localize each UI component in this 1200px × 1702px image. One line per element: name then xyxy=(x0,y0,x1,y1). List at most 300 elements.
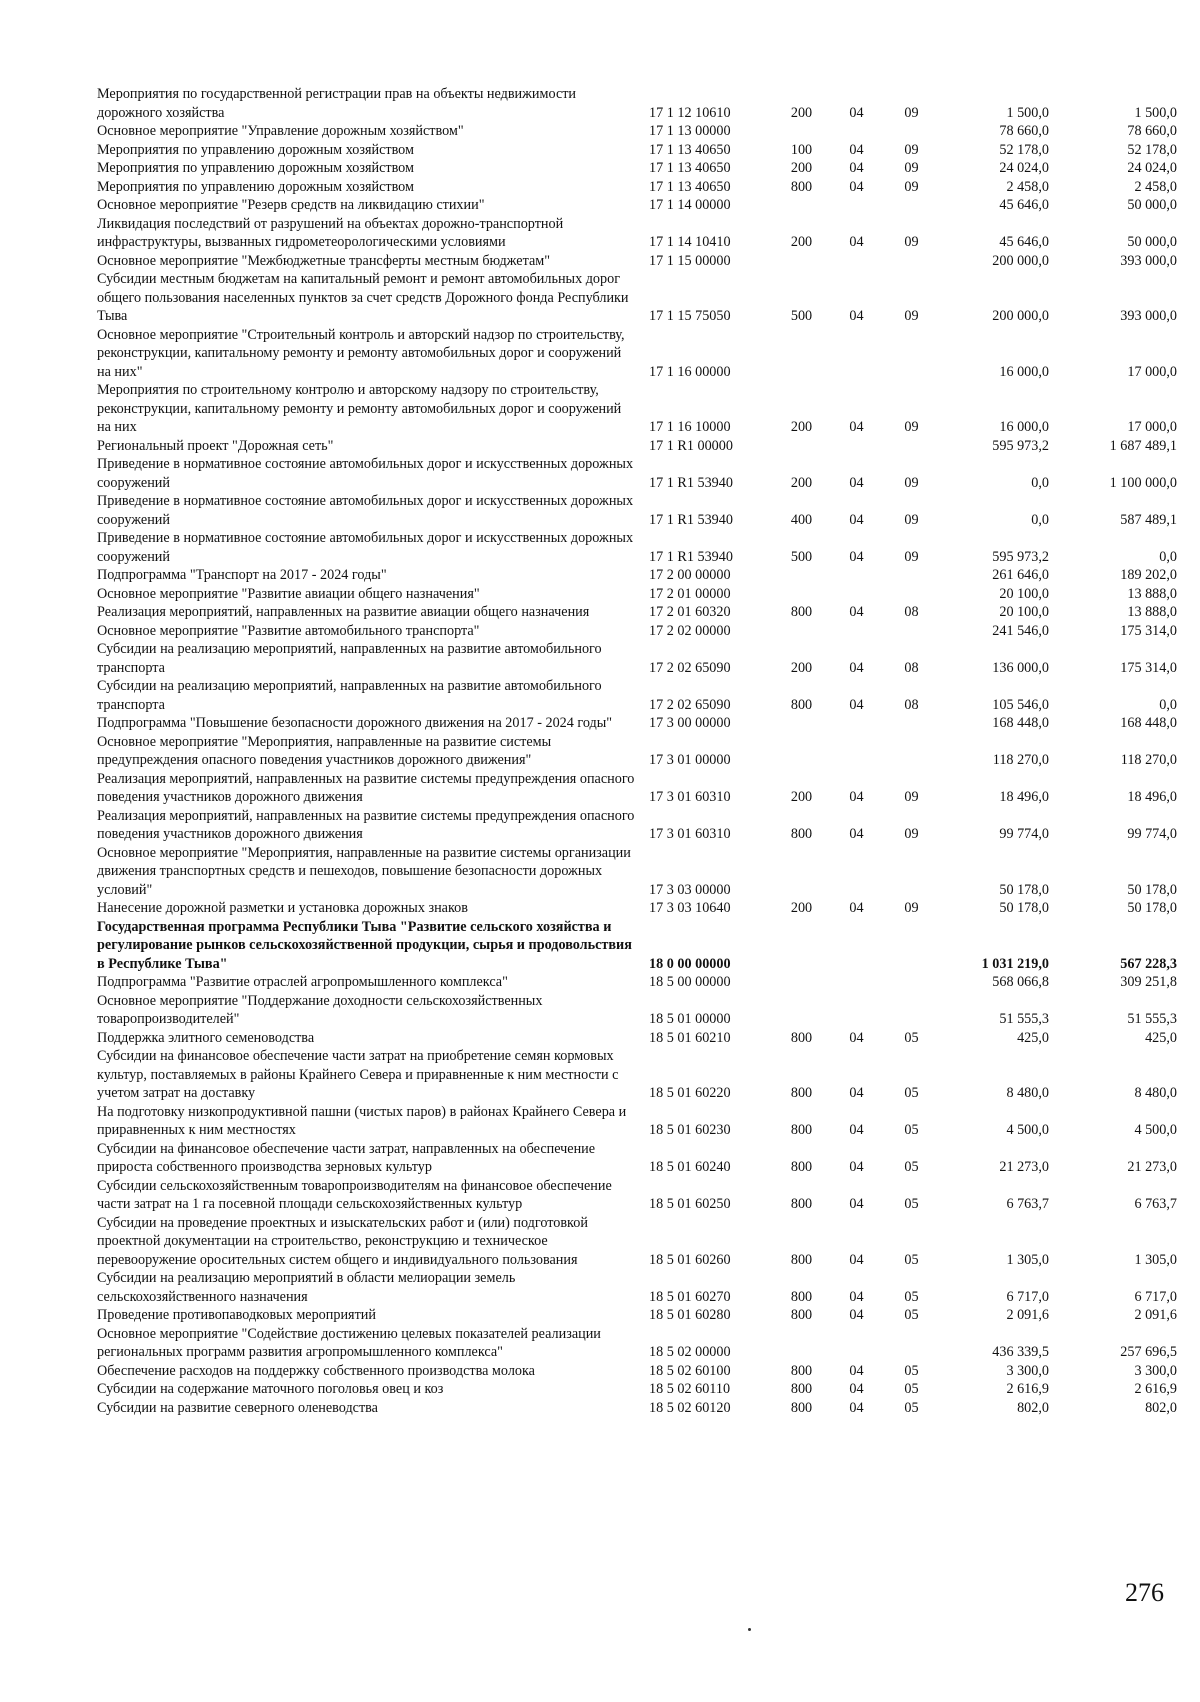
cell-s1: 436 339,5 xyxy=(992,1344,1049,1360)
cell-vr: 800 xyxy=(790,1399,813,1416)
cell-vr: 800 xyxy=(790,178,813,195)
cell-csr: 17 2 00 00000 xyxy=(649,567,731,583)
cell-vr xyxy=(774,622,829,641)
table-row xyxy=(97,1140,1177,1177)
cell-s1: 20 100,0 xyxy=(999,585,1049,602)
cell-rz xyxy=(829,122,884,141)
cell-pr xyxy=(884,252,939,271)
cell-s1: 118 270,0 xyxy=(992,752,1049,768)
cell-vr: 200 xyxy=(790,234,813,250)
cell-s1: 6 717,0 xyxy=(1006,1288,1049,1305)
cell-s2: 175 314,0 xyxy=(1120,659,1177,676)
page-number: 276 xyxy=(1125,1578,1164,1607)
cell-vr xyxy=(774,326,829,382)
cell-pr: 08 xyxy=(904,604,919,620)
cell-s2: 17 000,0 xyxy=(1127,363,1177,380)
cell-name: Субсидии на финансовое обеспечение части затрат, направленных на обеспечение прироста собственного производства зерновых культур xyxy=(97,1140,596,1175)
cell-pr: 09 xyxy=(904,178,919,195)
cell-name: Мероприятия по управлению дорожным хозяйством xyxy=(97,160,414,176)
cell-name: Основное мероприятие "Мероприятия, направленные на развитие системы организации движения транспортных средств и пешеходов, повышение безопасности дорожных условий" xyxy=(97,844,631,898)
cell-name: Основное мероприятие "Межбюджетные трансферты местным бюджетам" xyxy=(97,252,551,269)
cell-vr: 800 xyxy=(790,1029,813,1046)
cell-s2: 2 616,9 xyxy=(1134,1381,1177,1397)
cell-vr xyxy=(774,1325,829,1362)
cell-s1: 16 000,0 xyxy=(999,363,1049,380)
cell-s1: 568 066,8 xyxy=(992,974,1049,990)
cell-name: Основное мероприятие "Управление дорожным хозяйством" xyxy=(97,123,464,139)
cell-csr: 17 2 01 00000 xyxy=(649,585,731,602)
cell-s2: 51 555,3 xyxy=(1127,1011,1177,1027)
cell-name: Субсидии на реализацию мероприятий, направленных на развитие автомобильного транспорта xyxy=(97,678,602,713)
cell-s1: 261 646,0 xyxy=(992,567,1049,583)
cell-vr: 200 xyxy=(790,474,813,491)
table-row xyxy=(97,1362,1177,1381)
cell-s1: 425,0 xyxy=(1017,1029,1049,1046)
cell-name: Ликвидация последствий от разрушений на объектах дорожно-транспортной инфраструктуры, вызванных гидрометеорологическими условиями xyxy=(97,215,564,250)
cell-s1: 1 500,0 xyxy=(1006,104,1049,121)
cell-name: Субсидии на реализацию мероприятий в области мелиорации земель сельскохозяйственного назначения xyxy=(97,1270,516,1305)
cell-s2: 189 202,0 xyxy=(1120,567,1177,583)
cell-vr xyxy=(774,196,829,215)
cell-s1: 16 000,0 xyxy=(999,419,1049,435)
table-row xyxy=(97,566,1177,585)
cell-csr: 18 5 02 00000 xyxy=(649,1344,731,1360)
cell-s1: 6 763,7 xyxy=(1006,1196,1049,1212)
cell-rz xyxy=(829,733,884,770)
cell-pr xyxy=(884,973,939,992)
cell-s1: 0,0 xyxy=(1031,511,1049,528)
cell-rz xyxy=(829,252,884,271)
cell-pr: 09 xyxy=(904,511,919,528)
cell-vr: 200 xyxy=(790,659,813,676)
cell-vr xyxy=(774,733,829,770)
cell-name: Региональный проект "Дорожная сеть" xyxy=(97,437,334,454)
cell-csr: 17 3 01 60310 xyxy=(649,826,731,842)
cell-name: Приведение в нормативное состояние автомобильных дорог и искусственных дорожных сооружений xyxy=(97,493,634,528)
cell-s2: 78 660,0 xyxy=(1127,123,1177,139)
cell-vr: 400 xyxy=(790,511,813,528)
table-row xyxy=(97,1380,1177,1399)
cell-pr xyxy=(884,733,939,770)
cell-rz xyxy=(829,844,884,900)
cell-vr: 800 xyxy=(790,1307,813,1323)
cell-name: Субсидии на содержание маточного поголовья овец и коз xyxy=(97,1381,444,1397)
cell-vr xyxy=(774,566,829,585)
cell-rz: 04 xyxy=(849,511,864,528)
cell-csr: 18 5 00 00000 xyxy=(649,974,731,990)
cell-pr xyxy=(884,585,939,604)
cell-csr: 17 3 01 00000 xyxy=(649,752,731,768)
cell-s1: 1 305,0 xyxy=(1006,1251,1049,1268)
table-row xyxy=(97,492,1177,529)
cell-pr xyxy=(884,122,939,141)
cell-csr: 17 3 03 10640 xyxy=(649,900,731,916)
scan-artifact-dot xyxy=(748,1628,751,1631)
table-row xyxy=(97,1103,1177,1140)
cell-name: Субсидии сельскохозяйственным товаропроизводителям на финансовое обеспечение части затрат на 1 га посевной площади сельскохозяйственных культур xyxy=(97,1177,612,1212)
cell-rz: 04 xyxy=(849,789,864,805)
cell-pr: 09 xyxy=(904,141,919,158)
cell-s2: 99 774,0 xyxy=(1127,826,1177,842)
cell-pr xyxy=(884,714,939,733)
cell-name: Субсидии на финансовое обеспечение части затрат на приобретение семян кормовых культур, поставляемых в районы Крайнего Севера и приравненные к ним местности с учетом затрат на доставку xyxy=(97,1048,619,1101)
cell-s2: 393 000,0 xyxy=(1120,252,1177,269)
cell-rz: 04 xyxy=(849,178,864,195)
table-row xyxy=(97,714,1177,733)
cell-vr xyxy=(774,585,829,604)
cell-name: Подпрограмма "Развитие отраслей агропромышленного комплекса" xyxy=(97,974,508,990)
cell-pr xyxy=(884,844,939,900)
cell-name: Приведение в нормативное состояние автомобильных дорог и искусственных дорожных сооружений xyxy=(97,530,634,565)
cell-rz: 04 xyxy=(849,696,864,713)
cell-s2: 309 251,8 xyxy=(1120,974,1177,990)
cell-s2: 2 458,0 xyxy=(1134,178,1177,195)
cell-rz: 04 xyxy=(849,1085,864,1101)
table-row xyxy=(97,141,1177,160)
cell-pr xyxy=(884,622,939,641)
cell-s2: 13 888,0 xyxy=(1127,604,1177,620)
table-row xyxy=(97,196,1177,215)
cell-vr xyxy=(774,918,829,974)
table-row xyxy=(97,437,1177,456)
cell-s2: 1 100 000,0 xyxy=(1109,474,1177,491)
cell-rz: 04 xyxy=(849,474,864,491)
cell-name: Мероприятия по управлению дорожным хозяйством xyxy=(97,178,414,195)
cell-s2: 13 888,0 xyxy=(1127,585,1177,602)
cell-csr: 18 5 01 60270 xyxy=(649,1288,731,1305)
cell-rz xyxy=(829,918,884,974)
cell-rz xyxy=(829,585,884,604)
cell-pr xyxy=(884,437,939,456)
cell-vr: 800 xyxy=(790,826,813,842)
cell-s1: 200 000,0 xyxy=(992,252,1049,269)
cell-pr: 09 xyxy=(904,160,919,176)
cell-csr: 17 2 01 60320 xyxy=(649,604,731,620)
cell-rz: 04 xyxy=(849,419,864,435)
cell-pr: 08 xyxy=(904,659,919,676)
cell-csr: 17 1 16 10000 xyxy=(649,419,731,435)
cell-rz xyxy=(829,196,884,215)
cell-name: Субсидии местным бюджетам на капитальный ремонт и ремонт автомобильных дорог общего пользования населенных пунктов за счет средств Дорожного фонда Республики Тыва xyxy=(97,271,629,324)
cell-name: Субсидии на проведение проектных и изыскательских работ и (или) подготовкой проектной документации на строительство, реконструкцию и техническое перевооружение оросительных систем общего и индивидуального пользования xyxy=(97,1214,588,1268)
cell-csr: 17 1 R1 00000 xyxy=(649,437,733,454)
cell-vr xyxy=(774,714,829,733)
cell-pr: 05 xyxy=(904,1399,919,1416)
cell-name: Основное мероприятие "Развитие автомобильного транспорта" xyxy=(97,622,480,639)
cell-csr: 18 5 01 60260 xyxy=(649,1251,731,1268)
cell-rz xyxy=(829,714,884,733)
table-row xyxy=(97,270,1177,326)
table-row xyxy=(97,603,1177,622)
cell-name: Поддержка элитного семеноводства xyxy=(97,1029,315,1046)
cell-rz: 04 xyxy=(849,1399,864,1416)
cell-name: Основное мероприятие "Резерв средств на ликвидацию стихии" xyxy=(97,197,485,213)
cell-csr: 18 5 01 00000 xyxy=(649,1011,731,1027)
cell-s1: 2 458,0 xyxy=(1006,178,1049,195)
cell-s2: 1 305,0 xyxy=(1134,1251,1177,1268)
cell-rz: 04 xyxy=(849,1381,864,1397)
cell-s1: 200 000,0 xyxy=(992,308,1049,324)
cell-vr xyxy=(774,252,829,271)
cell-s2: 17 000,0 xyxy=(1127,419,1177,435)
table-row xyxy=(97,844,1177,900)
cell-vr: 800 xyxy=(790,1362,813,1379)
cell-csr: 18 5 01 60280 xyxy=(649,1307,731,1323)
cell-csr: 18 5 01 60250 xyxy=(649,1196,731,1212)
cell-name: Государственная программа Республики Тыва "Развитие сельского хозяйства и регулирование рынков сельскохозяйственной продукции, сырья и продовольствия в Республике Тыва" xyxy=(97,918,632,972)
cell-csr: 18 5 01 60230 xyxy=(649,1122,731,1138)
cell-s2: 1 687 489,1 xyxy=(1109,437,1177,454)
cell-s2: 6 763,7 xyxy=(1134,1196,1177,1212)
cell-csr: 17 1 13 40650 xyxy=(649,160,731,176)
cell-csr: 18 5 01 60240 xyxy=(649,1159,731,1175)
table-row xyxy=(97,1399,1177,1418)
cell-name: Мероприятия по управлению дорожным хозяйством xyxy=(97,141,414,158)
cell-s2: 425,0 xyxy=(1145,1029,1177,1046)
cell-rz xyxy=(829,973,884,992)
cell-s1: 595 973,2 xyxy=(992,437,1049,454)
cell-vr: 500 xyxy=(790,548,813,565)
cell-s1: 168 448,0 xyxy=(992,715,1049,731)
cell-s2: 257 696,5 xyxy=(1120,1344,1177,1360)
table-row xyxy=(97,252,1177,271)
cell-pr: 05 xyxy=(904,1085,919,1101)
cell-pr: 05 xyxy=(904,1362,919,1379)
cell-vr: 800 xyxy=(790,1288,813,1305)
cell-csr: 17 3 03 00000 xyxy=(649,881,731,898)
cell-s1: 105 546,0 xyxy=(992,696,1049,713)
table-row xyxy=(97,622,1177,641)
cell-s1: 3 300,0 xyxy=(1006,1362,1049,1379)
cell-name: Основное мероприятие "Содействие достижению целевых показателей реализации региональных программ развития агропромышленного комплекса" xyxy=(97,1325,601,1360)
cell-name: Обеспечение расходов на поддержку собственного производства молока xyxy=(97,1362,535,1379)
cell-vr: 200 xyxy=(790,789,813,805)
table-row xyxy=(97,85,1177,122)
cell-rz xyxy=(829,1325,884,1362)
table-row xyxy=(97,215,1177,252)
cell-rz: 04 xyxy=(849,141,864,158)
cell-csr: 18 5 01 60210 xyxy=(649,1029,731,1046)
cell-s2: 50 178,0 xyxy=(1127,900,1177,916)
cell-vr: 800 xyxy=(790,1159,813,1175)
cell-csr: 17 1 13 40650 xyxy=(649,178,731,195)
cell-csr: 17 2 02 65090 xyxy=(649,659,731,676)
cell-s1: 136 000,0 xyxy=(992,659,1049,676)
table-row xyxy=(97,807,1177,844)
cell-name: Приведение в нормативное состояние автомобильных дорог и искусственных дорожных сооружений xyxy=(97,456,634,491)
cell-s2: 6 717,0 xyxy=(1134,1288,1177,1305)
cell-s2: 21 273,0 xyxy=(1127,1159,1177,1175)
cell-csr: 17 1 12 10610 xyxy=(649,104,731,121)
cell-vr: 800 xyxy=(790,1085,813,1101)
cell-csr: 17 1 13 40650 xyxy=(649,141,731,158)
cell-s2: 2 091,6 xyxy=(1134,1307,1177,1323)
cell-s1: 50 178,0 xyxy=(999,900,1049,916)
cell-pr xyxy=(884,566,939,585)
cell-csr: 18 5 01 60220 xyxy=(649,1085,731,1101)
table-row xyxy=(97,640,1177,677)
cell-vr: 800 xyxy=(790,696,813,713)
cell-rz: 04 xyxy=(849,1288,864,1305)
cell-s2: 50 000,0 xyxy=(1127,234,1177,250)
cell-s1: 802,0 xyxy=(1017,1399,1049,1416)
cell-csr: 17 3 00 00000 xyxy=(649,715,731,731)
cell-s1: 2 091,6 xyxy=(1006,1307,1049,1323)
cell-s1: 21 273,0 xyxy=(999,1159,1049,1175)
cell-pr: 05 xyxy=(904,1307,919,1323)
budget-table xyxy=(97,85,1177,1417)
cell-vr xyxy=(774,992,829,1029)
cell-s2: 4 500,0 xyxy=(1134,1122,1177,1138)
cell-s2: 50 000,0 xyxy=(1127,197,1177,213)
cell-csr: 17 1 R1 53940 xyxy=(649,511,733,528)
table-row xyxy=(97,1325,1177,1362)
cell-name: Подпрограмма "Транспорт на 2017 - 2024 годы" xyxy=(97,567,387,583)
cell-s1: 1 031 219,0 xyxy=(981,955,1049,972)
table-row xyxy=(97,973,1177,992)
cell-rz: 04 xyxy=(849,900,864,916)
cell-pr xyxy=(884,918,939,974)
cell-vr: 500 xyxy=(790,308,813,324)
cell-s1: 45 646,0 xyxy=(999,197,1049,213)
cell-pr: 05 xyxy=(904,1251,919,1268)
cell-rz xyxy=(829,326,884,382)
table-row xyxy=(97,1214,1177,1270)
cell-csr: 17 1 13 00000 xyxy=(649,123,731,139)
cell-rz: 04 xyxy=(849,659,864,676)
cell-s2: 168 448,0 xyxy=(1120,715,1177,731)
cell-s1: 51 555,3 xyxy=(999,1011,1049,1027)
cell-s1: 78 660,0 xyxy=(999,123,1049,139)
cell-s2: 0,0 xyxy=(1159,696,1177,713)
cell-name: Основное мероприятие "Поддержание доходности сельскохозяйственных товаропроизводителей" xyxy=(97,992,543,1027)
cell-name: Субсидии на развитие северного оленеводства xyxy=(97,1399,378,1416)
cell-s1: 8 480,0 xyxy=(1006,1085,1049,1101)
cell-csr: 17 2 02 00000 xyxy=(649,622,731,639)
cell-name: На подготовку низкопродуктивной пашни (чистых паров) в районах Крайнего Севера и приравненных к ним местностях xyxy=(97,1103,627,1138)
cell-pr xyxy=(884,1325,939,1362)
cell-csr: 17 1 14 00000 xyxy=(649,197,731,213)
table-row xyxy=(97,918,1177,974)
cell-s2: 52 178,0 xyxy=(1127,141,1177,158)
cell-vr: 100 xyxy=(790,141,813,158)
cell-name: Реализация мероприятий, направленных на развитие системы предупреждения опасного поведения участников дорожного движения xyxy=(97,807,635,842)
cell-s2: 1 500,0 xyxy=(1134,104,1177,121)
cell-pr: 09 xyxy=(904,826,919,842)
cell-s1: 45 646,0 xyxy=(999,234,1049,250)
cell-rz: 04 xyxy=(849,1122,864,1138)
cell-name: Субсидии на реализацию мероприятий, направленных на развитие автомобильного транспорта xyxy=(97,641,602,676)
cell-vr: 200 xyxy=(790,160,813,176)
table-row xyxy=(97,455,1177,492)
cell-s2: 0,0 xyxy=(1159,548,1177,565)
cell-s1: 595 973,2 xyxy=(992,548,1049,565)
cell-s2: 50 178,0 xyxy=(1127,881,1177,898)
cell-vr: 800 xyxy=(790,604,813,620)
cell-s1: 24 024,0 xyxy=(999,160,1049,176)
cell-rz: 04 xyxy=(849,1251,864,1268)
cell-rz: 04 xyxy=(849,308,864,324)
cell-s1: 0,0 xyxy=(1031,474,1049,491)
cell-pr xyxy=(884,992,939,1029)
cell-s2: 175 314,0 xyxy=(1120,622,1177,639)
cell-vr: 800 xyxy=(790,1122,813,1138)
cell-csr: 17 1 16 00000 xyxy=(649,363,731,380)
cell-pr: 09 xyxy=(904,234,919,250)
cell-name: Основное мероприятие "Мероприятия, направленные на развитие системы предупреждения опасного поведения участников дорожного движения" xyxy=(97,733,552,768)
cell-rz xyxy=(829,622,884,641)
table-row xyxy=(97,122,1177,141)
cell-csr: 17 1 14 10410 xyxy=(649,234,731,250)
cell-name: Реализация мероприятий, направленных на развитие авиации общего назначения xyxy=(97,604,590,620)
cell-vr xyxy=(774,122,829,141)
cell-s1: 50 178,0 xyxy=(999,881,1049,898)
cell-rz xyxy=(829,992,884,1029)
cell-vr xyxy=(774,973,829,992)
cell-rz: 04 xyxy=(849,160,864,176)
table-row xyxy=(97,899,1177,918)
cell-pr: 05 xyxy=(904,1159,919,1175)
table-row xyxy=(97,677,1177,714)
cell-vr: 800 xyxy=(790,1196,813,1212)
cell-csr: 18 5 02 60100 xyxy=(649,1362,731,1379)
table-row xyxy=(97,381,1177,437)
cell-pr: 05 xyxy=(904,1288,919,1305)
cell-name: Мероприятия по строительному контролю и авторскому надзору по строительству, реконструкции, капитальному ремонту и ремонту автомобильных дорог и сооружений на них xyxy=(97,382,622,435)
cell-csr: 17 1 15 00000 xyxy=(649,252,731,269)
cell-name: Нанесение дорожной разметки и установка дорожных знаков xyxy=(97,900,468,916)
table-row xyxy=(97,159,1177,178)
cell-rz xyxy=(829,566,884,585)
cell-s1: 2 616,9 xyxy=(1006,1381,1049,1397)
table-row xyxy=(97,1177,1177,1214)
cell-pr: 08 xyxy=(904,696,919,713)
cell-name: Реализация мероприятий, направленных на развитие системы предупреждения опасного поведения участников дорожного движения xyxy=(97,770,635,805)
cell-vr xyxy=(774,844,829,900)
cell-rz: 04 xyxy=(849,1029,864,1046)
cell-rz: 04 xyxy=(849,1159,864,1175)
cell-csr: 17 1 R1 53940 xyxy=(649,474,733,491)
cell-rz: 04 xyxy=(849,1196,864,1212)
cell-s1: 18 496,0 xyxy=(999,789,1049,805)
cell-name: Проведение противопаводковых мероприятий xyxy=(97,1307,376,1323)
table-row xyxy=(97,1306,1177,1325)
cell-vr: 200 xyxy=(790,900,813,916)
table-row xyxy=(97,1029,1177,1048)
table-row xyxy=(97,1047,1177,1103)
cell-s2: 3 300,0 xyxy=(1134,1362,1177,1379)
table-row xyxy=(97,529,1177,566)
cell-pr: 09 xyxy=(904,419,919,435)
cell-rz: 04 xyxy=(849,104,864,121)
cell-pr xyxy=(884,196,939,215)
table-row xyxy=(97,733,1177,770)
table-row xyxy=(97,326,1177,382)
cell-s2: 8 480,0 xyxy=(1134,1085,1177,1101)
table-body xyxy=(97,85,1177,1417)
table-row xyxy=(97,992,1177,1029)
table-row xyxy=(97,1269,1177,1306)
cell-s1: 52 178,0 xyxy=(999,141,1049,158)
cell-csr: 18 5 02 60110 xyxy=(649,1381,731,1397)
cell-pr: 05 xyxy=(904,1196,919,1212)
cell-csr: 18 5 02 60120 xyxy=(649,1399,731,1416)
cell-s2: 24 024,0 xyxy=(1127,160,1177,176)
cell-pr: 09 xyxy=(904,789,919,805)
cell-vr: 200 xyxy=(790,104,813,121)
cell-pr: 09 xyxy=(904,104,919,121)
cell-s2: 18 496,0 xyxy=(1127,789,1177,805)
